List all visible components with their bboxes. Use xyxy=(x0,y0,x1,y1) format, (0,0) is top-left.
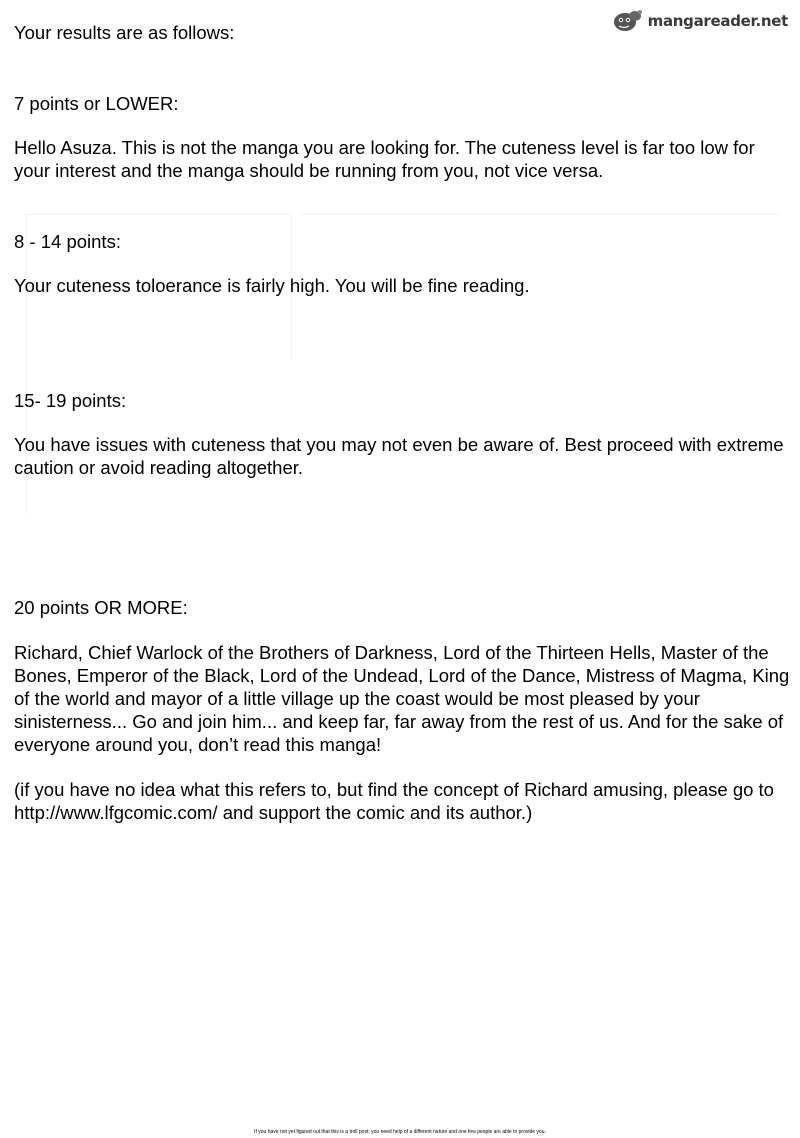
result-heading-2: 8 - 14 points: xyxy=(14,231,121,252)
watermark-text: mangareader.net xyxy=(647,12,788,30)
result-heading-4: 20 points OR MORE: xyxy=(14,597,188,618)
scan-artifact-line xyxy=(26,214,292,215)
result-body-4: Richard, Chief Warlock of the Brothers of Darkness, Lord of the Thirteen Hells, Master of the Bones, Emperor of the Black, Lord of the Undead, Lord of the Dance, Mistress of Magma, King of the world and mayor of a little village up the coast would be most pleased by your sinisterness... Go and join him... and keep far, far away from the rest of us. And for the sake of everyone around you, don’t read this manga! xyxy=(14,642,790,755)
result-body-3: You have issues with cuteness that you may not even be aware of. Best proceed with extreme caution or avoid reading altogether. xyxy=(14,434,784,478)
note-text: (if you have no idea what this refers to, but find the concept of Richard amusing, please go to http://www.lfgcomic.com/ and support the comic and its author.) xyxy=(14,779,774,823)
intro-text: Your results are as follows: xyxy=(14,22,235,43)
result-body-1: Hello Asuza. This is not the manga you are looking for. The cuteness level is far too low for your interest and the manga should be running from you, not vice versa. xyxy=(14,137,755,181)
scan-artifact-line xyxy=(300,214,780,215)
result-heading-3: 15- 19 points: xyxy=(14,390,127,411)
footer-fine-print: If you have not yet figured out that this is a troll post, you need help of a different nature and one few people are able to provide you. xyxy=(254,1129,546,1135)
result-body-2: Your cuteness toloerance is fairly high. You will be fine reading. xyxy=(14,275,530,296)
result-heading-1: 7 points or LOWER: xyxy=(14,93,179,114)
